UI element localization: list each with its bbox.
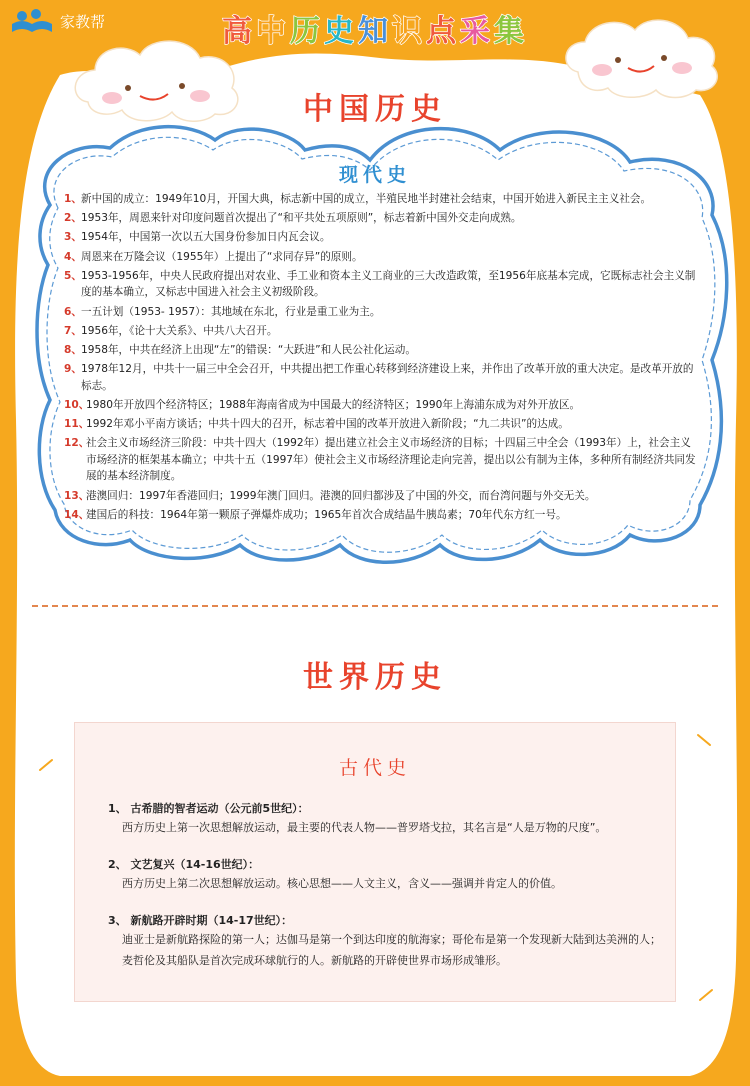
- right-cloud: [566, 20, 717, 97]
- modern-history-item: [64, 507, 700, 524]
- item-number: 9、: [64, 363, 82, 376]
- modern-history-item: [64, 210, 700, 227]
- item-text: 周恩来在万隆会议（1955年）上提出了“求同存异”的原则。: [81, 250, 363, 263]
- item-text: 新中国的成立：1949年10月，开国大典，标志新中国的成立，半殖民地半封建社会结束，中国开始进入新民主主义社会。: [81, 193, 652, 205]
- title-char: 中: [256, 14, 290, 49]
- modern-history-subtitle: 现代史: [338, 164, 411, 186]
- modern-history-item: [64, 397, 700, 414]
- modern-history-list: [64, 191, 700, 526]
- ancient-history-box: [74, 722, 676, 1002]
- item-number: 2、: [64, 212, 82, 225]
- modern-history-item: [64, 435, 700, 485]
- ancient-history-item: [108, 913, 668, 971]
- item-text: 港澳回归：1997年香港回归；1999年澳门回归。港澳的回归都涉及了中国的外交，而台湾问题与外交无关。: [86, 489, 596, 502]
- title-char: 集: [494, 14, 528, 49]
- item-text: 1953-1956年，中央人民政府提出对农业、手工业和资本主义工商业的三大改造政策，至1956年底基本完成，它既标志社会主义制度的基本确立，又标志中国进入社会主义初级阶段。: [81, 269, 696, 299]
- item-heading: 3、 新航路开辟时期（14-17世纪）：: [108, 914, 293, 927]
- item-text: 1980年开放四个经济特区；1988年海南省成为中国最大的经济特区；1990年上海浦东成为对外开放区。: [86, 398, 581, 411]
- ancient-history-item: [108, 801, 668, 838]
- item-text: 1954年，中国第一次以五大国身份参加日内瓦会议。: [81, 231, 331, 244]
- item-text: 1992年邓小平南方谈话；中共十四大的召开，标志着中国的改革开放进入新阶段；“九二共识”的达成。: [86, 418, 569, 431]
- item-text: 1953年，周恩来针对印度问题首次提出了“和平共处五项原则”，标志着新中国外交走向成熟。: [81, 212, 522, 225]
- ancient-history-subtitle: 古代史: [338, 757, 411, 779]
- china-history-title: 中国历史: [303, 92, 447, 127]
- item-text: 社会主义市场经济三阶段：中共十四大（1992年）提出建立社会主义市场经济的目标；十四届三中全会（1993年）上，社会主义市场经济的框架基本确立；中共十五（1997年）使社会主义市场经济理论走向完善，提出以公有制为主体，多种所有制经济共同发展的基本经济制度。: [86, 437, 696, 483]
- item-text: 1958年，中共在经济上出现“左”的错误：“大跃进”和人民公社化运动。: [81, 343, 416, 356]
- item-number: 1、: [64, 193, 82, 205]
- item-text: 一五计划（1953- 1957）：其地域在东北，行业是重工业为主。: [81, 305, 381, 318]
- section-divider: [32, 605, 718, 607]
- item-number: 10、: [64, 398, 90, 411]
- item-heading: 2、 文艺复兴（14-16世纪）：: [108, 858, 260, 871]
- item-number: 4、: [64, 250, 82, 263]
- item-body: 西方历史上第二次思想解放运动。核心思想——人文主义，含义——强调并肯定人的价值。: [122, 877, 562, 890]
- item-number: 13、: [64, 489, 90, 502]
- page-title: [190, 6, 560, 50]
- item-number: 6、: [64, 305, 82, 318]
- item-number: 3、: [64, 231, 82, 244]
- modern-history-item: [64, 323, 700, 340]
- title-char: 点: [426, 14, 460, 49]
- logo-text: 家教帮: [60, 12, 106, 31]
- item-text: 1978年12月，中共十一届三中全会召开，中共提出把工作重心转移到经济建设上来，并作出了改革开放的重大决定。是改革开放的标志。: [81, 363, 694, 392]
- item-number: 5、: [64, 269, 82, 282]
- logo: [10, 8, 105, 34]
- item-number: 11、: [64, 418, 90, 431]
- item-body: 西方历史上第一次思想解放运动，最主要的代表人物——普罗塔戈拉，其名言是“人是万物的尺度”。: [122, 821, 607, 834]
- modern-history-item: [64, 304, 700, 321]
- title-char: 识: [392, 14, 426, 49]
- title-char: 高: [222, 14, 256, 49]
- modern-history-item: [64, 361, 700, 394]
- modern-history-item: [64, 488, 700, 505]
- logo-book-icon: [10, 8, 54, 34]
- title-char: 史: [324, 14, 358, 49]
- item-number: 12、: [64, 437, 90, 450]
- item-heading: 1、 古希腊的智者运动（公元前5世纪）：: [108, 802, 309, 815]
- item-number: 8、: [64, 343, 82, 356]
- item-number: 7、: [64, 324, 82, 337]
- title-char: 知: [358, 14, 392, 49]
- modern-history-item: [64, 342, 700, 359]
- title-char: 采: [460, 14, 494, 49]
- title-char: 历: [290, 14, 324, 49]
- modern-history-item: [64, 416, 700, 433]
- item-body: 麦哲伦及其船队是首次完成环球航行的人。新航路的开辟使世界市场形成雏形。: [122, 954, 507, 967]
- modern-history-item: [64, 268, 700, 301]
- left-cloud: [75, 41, 238, 121]
- modern-history-item: [64, 229, 700, 246]
- item-text: 建国后的科技：1964年第一颗原子弹爆炸成功；1965年首次合成结晶牛胰岛素；70年代东方红一号。: [86, 508, 567, 521]
- item-text: 1956年，《论十大关系》、中共八大召开。: [81, 324, 278, 337]
- ancient-history-item: [108, 857, 668, 894]
- modern-history-item: [64, 249, 700, 266]
- modern-history-item: [64, 191, 700, 208]
- item-body: 迪亚士是新航路探险的第一人；达伽马是第一个到达印度的航海家；哥伦布是第一个发现新大陆到达美洲的人；: [122, 933, 661, 946]
- item-number: 14、: [64, 508, 90, 521]
- world-history-title: 世界历史: [303, 660, 447, 695]
